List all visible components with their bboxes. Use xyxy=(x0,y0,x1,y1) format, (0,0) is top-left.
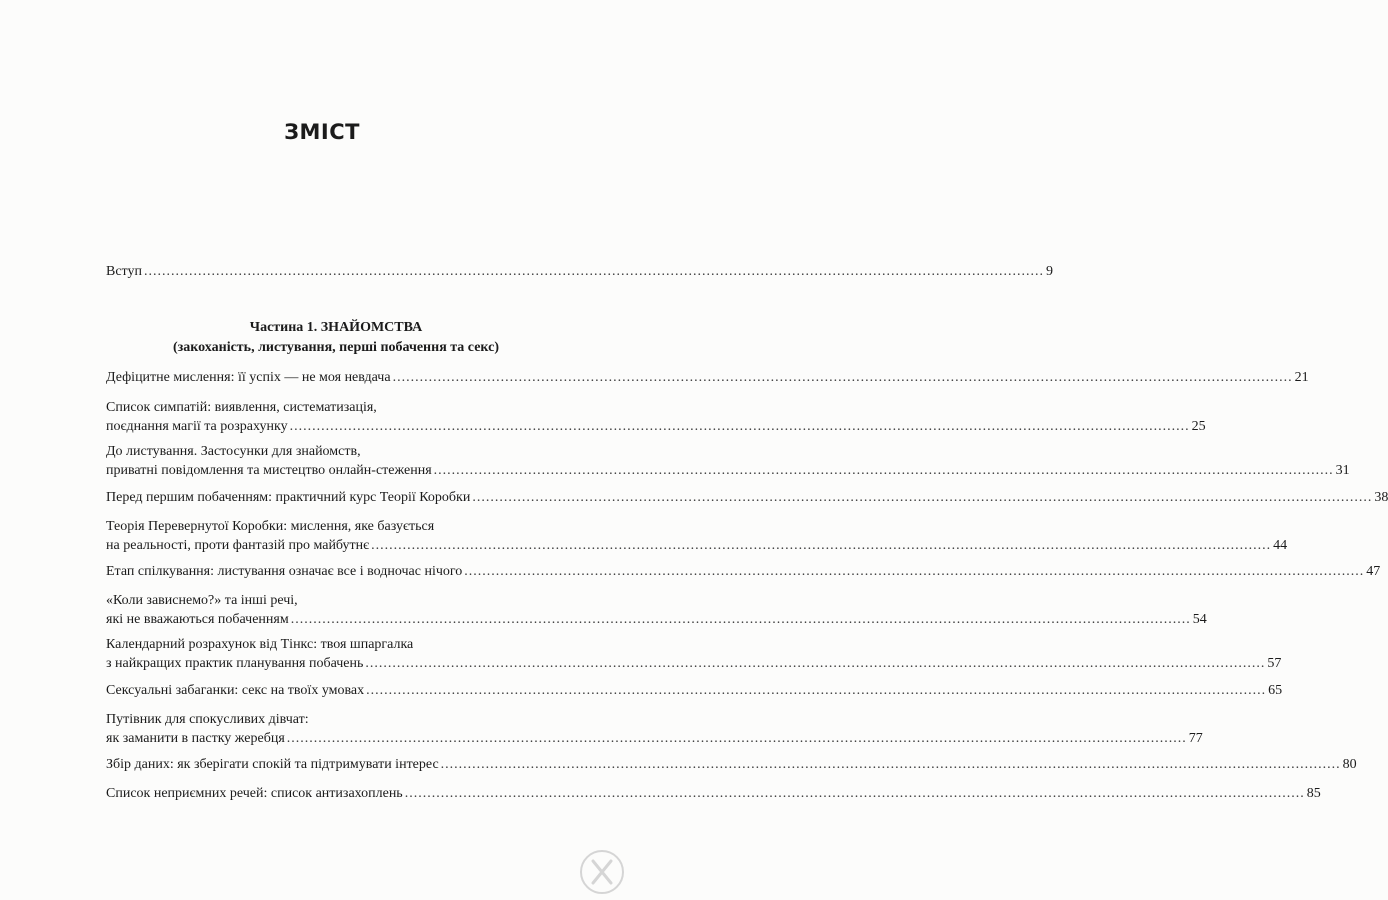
toc-entry-text: Путівник для спокусливих дівчат: xyxy=(106,712,309,727)
toc-entry-line xyxy=(106,562,1381,581)
dot-leader: ........................................................................................................................................................................................................ xyxy=(464,564,1365,579)
toc-entry-text: поєднання магії та розрахунку xyxy=(106,419,288,434)
toc-entry-text: приватні повідомлення та мистецтво онлайн-стеження xyxy=(106,463,432,478)
toc-entry-line xyxy=(106,262,1053,281)
toc-page-number: 57 xyxy=(1267,656,1282,671)
toc-entry-line xyxy=(106,461,1350,480)
toc-entry xyxy=(106,398,1206,436)
toc-page-number: 21 xyxy=(1294,370,1309,385)
toc-entry-text: Список неприємних речей: список антизахоплень xyxy=(106,786,403,801)
toc-page-number: 38 xyxy=(1374,490,1388,505)
toc-entry xyxy=(106,635,1282,673)
publisher-logo-icon xyxy=(578,848,626,896)
toc-entry xyxy=(106,755,1357,774)
toc-entry-line xyxy=(106,368,1309,387)
toc-entry-line xyxy=(106,442,566,461)
dot-leader: ........................................................................................................................................................................................................ xyxy=(371,538,1272,553)
toc-entry-text: Календарний розрахунок від Тінкс: твоя шпаргалка xyxy=(106,637,414,652)
toc-entry-text: Етап спілкування: листування означає все і водночас нічого xyxy=(106,564,463,579)
dot-leader: ........................................................................................................................................................................................................ xyxy=(286,731,1187,746)
dot-leader: ........................................................................................................................................................................................................ xyxy=(289,419,1190,434)
toc-entry-line xyxy=(106,488,1388,507)
page-title: ЗМІСТ xyxy=(284,120,360,144)
toc-entry-line xyxy=(106,681,1283,700)
toc-entry-line xyxy=(106,610,1207,629)
dot-leader: ........................................................................................................................................................................................................ xyxy=(404,786,1305,801)
toc-page-number: 25 xyxy=(1191,419,1206,434)
toc-entry-text: з найкращих практик планування побачень xyxy=(106,656,364,671)
toc-entry xyxy=(106,368,1309,387)
toc-entry xyxy=(106,562,1381,581)
toc-entry xyxy=(106,488,1388,507)
toc-entry-line xyxy=(106,710,566,729)
toc-page-number: 80 xyxy=(1342,757,1357,772)
toc-entry-line xyxy=(106,635,566,654)
toc-page-number: 47 xyxy=(1366,564,1381,579)
dot-leader: ........................................................................................................................................................................................................ xyxy=(143,264,1044,279)
toc-page-number: 85 xyxy=(1306,786,1321,801)
toc-entry-text: на реальності, проти фантазій про майбутнє xyxy=(106,538,370,553)
dot-leader: ........................................................................................................................................................................................................ xyxy=(440,757,1341,772)
toc-entry-line xyxy=(106,536,1288,555)
toc-entry xyxy=(106,681,1283,700)
toc-entry-line xyxy=(106,517,566,536)
toc-entry-text: які не вважаються побаченням xyxy=(106,612,289,627)
toc-entry-text: Дефіцитне мислення: її успіх — не моя невдача xyxy=(106,370,391,385)
dot-leader: ........................................................................................................................................................................................................ xyxy=(366,683,1267,698)
toc-entry xyxy=(106,442,1350,480)
toc-entry-text: Теорія Перевернутої Коробки: мислення, яке базується xyxy=(106,519,435,534)
toc-page-number: 77 xyxy=(1188,731,1203,746)
dot-leader: ........................................................................................................................................................................................................ xyxy=(290,612,1191,627)
toc-page-number: 44 xyxy=(1273,538,1288,553)
toc-page-number: 9 xyxy=(1045,264,1053,279)
toc-entry-line xyxy=(106,398,566,417)
toc-page-number: 65 xyxy=(1268,683,1283,698)
toc-entry-intro xyxy=(106,262,1053,281)
toc-entry-text: Збір даних: як зберігати спокій та підтримувати інтерес xyxy=(106,757,439,772)
toc-entry-text: Сексуальні забаганки: секс на твоїх умовах xyxy=(106,683,365,698)
toc-entry-line xyxy=(106,591,566,610)
toc-entry-line xyxy=(106,729,1203,748)
toc-entry-line xyxy=(106,654,1282,673)
dot-leader: ........................................................................................................................................................................................................ xyxy=(365,656,1266,671)
dot-leader: ........................................................................................................................................................................................................ xyxy=(472,490,1373,505)
toc-entry xyxy=(106,517,1288,555)
toc-entry-text: Список симпатій: виявлення, систематизація, xyxy=(106,400,377,415)
toc-entry xyxy=(106,784,1321,803)
toc-entry-text: Перед першим побаченням: практичний курс Теорії Коробки xyxy=(106,490,471,505)
part-heading xyxy=(106,318,566,358)
toc-entry xyxy=(106,591,1207,629)
toc-entry-text: Вступ xyxy=(106,264,142,279)
part-subtitle: (закоханість, листування, перші побачення та секс) xyxy=(172,340,500,355)
toc-entry xyxy=(106,710,1203,748)
dot-leader: ........................................................................................................................................................................................................ xyxy=(433,463,1334,478)
toc-page-number: 31 xyxy=(1335,463,1350,478)
toc-entry-line xyxy=(106,417,1206,436)
toc-entry-line xyxy=(106,784,1321,803)
dot-leader: ........................................................................................................................................................................................................ xyxy=(392,370,1293,385)
toc-page-number: 54 xyxy=(1192,612,1207,627)
toc-entry-line xyxy=(106,755,1357,774)
toc-entry-text: До листування. Застосунки для знайомств, xyxy=(106,444,361,459)
toc-entry-text: як заманити в пастку жеребця xyxy=(106,731,285,746)
part-title: Частина 1. ЗНАЙОМСТВА xyxy=(249,320,423,335)
toc-entry-text: «Коли зависнемо?» та інші речі, xyxy=(106,593,298,608)
